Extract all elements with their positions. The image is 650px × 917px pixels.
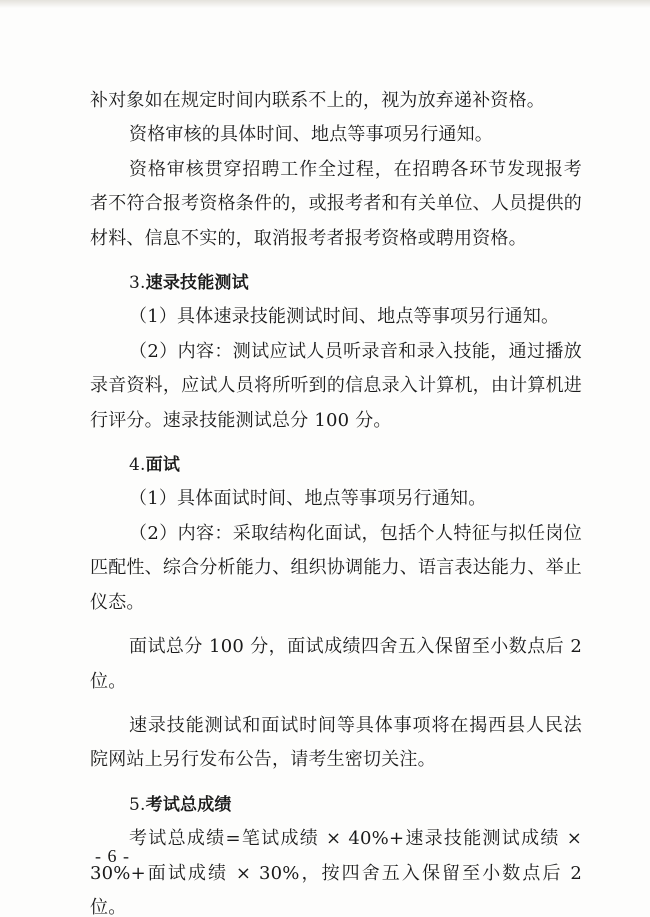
section-number: 4. [129, 455, 146, 476]
paragraph-continuation: 补对象如在规定时间内联系不上的，视为放弃递补资格。 [90, 90, 545, 111]
page-number: - 6 - [95, 846, 130, 866]
paragraph-total-score-formula: 考试总成绩=笔试成绩 × 40%+速录技能测试成绩 × 30%+面试成绩 × 30%，按四舍五入保留至小数点后 2 位。 [90, 828, 582, 917]
paragraph-review-process: 资格审核贯穿招聘工作全过程，在招聘各环节发现报考者不符合报考资格条件的，或报考者和有关单位、人员提供的材料、信息不实的，取消报考者报考资格或聘用资格。 [90, 158, 582, 249]
paragraph-announcement: 速录技能测试和面试时间等具体事项将在揭西县人民法院网站上另行发布公告，请考生密切关注。 [90, 714, 582, 771]
section-number: 3. [129, 273, 146, 294]
document-body [90, 84, 582, 917]
paragraph-interview-schedule: （1）具体面试时间、地点等事项另行通知。 [129, 488, 487, 510]
section-heading-shorthand-test [90, 266, 582, 300]
section-title: 考试总成绩 [145, 794, 232, 815]
section-number: 5. [129, 794, 146, 815]
paragraph-interview-score: 面试总分 100 分，面试成绩四舍五入保留至小数点后 2 位。 [90, 636, 582, 692]
section-heading-interview [90, 448, 582, 482]
paragraph-interview-content: （2）内容：采取结构化面试，包括个人特征与拟任岗位匹配性、综合分析能力、组织协调能力、语言表达能力、举止仪态。 [90, 522, 582, 613]
section-heading-total-score [90, 788, 582, 822]
paragraph-review-notice: 资格审核的具体时间、地点等事项另行通知。 [129, 124, 493, 146]
scan-top-edge [0, 0, 650, 8]
section-title: 面试 [145, 455, 181, 476]
section-title: 速录技能测试 [145, 273, 249, 294]
paragraph-shorthand-schedule: （1）具体速录技能测试时间、地点等事项另行通知。 [129, 306, 560, 328]
paragraph-shorthand-content: （2）内容：测试应试人员听录音和录入技能，通过播放录音资料，应试人员将所听到的信息录入计算机，由计算机进行评分。速录技能测试总分 100 分。 [90, 340, 582, 431]
